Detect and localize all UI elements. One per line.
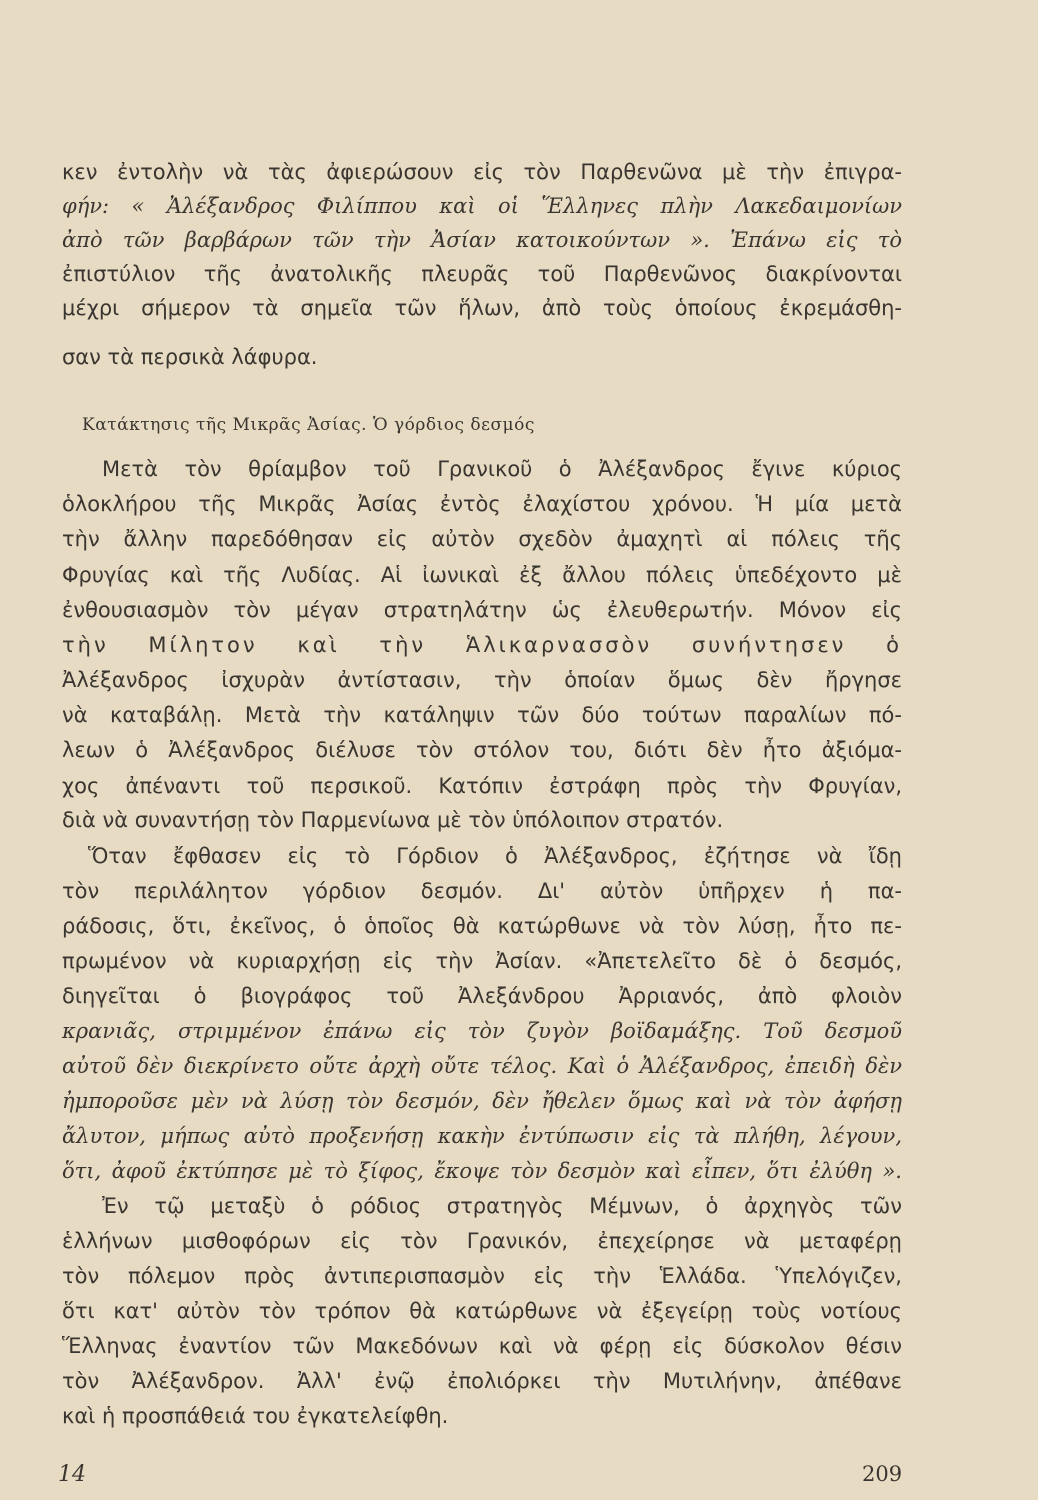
text-line: ἐπιστύλιον τῆς ἀνατολικῆς πλευρᾶς τοῦ Παρθενῶνος διακρίνονται <box>62 262 902 286</box>
text-line: Μετὰ τὸν θρίαμβον τοῦ Γρανικοῦ ὁ Ἀλέξανδρος ἔγινε κύριος <box>102 457 902 481</box>
text-line: ὅτι, ἀφοῦ ἐκτύπησε μὲ τὸ ξίφος, ἔκοψε τὸν δεσμὸν καὶ εἶπεν, ὅτι ἐλύθη ». <box>62 1159 902 1183</box>
text-line: μέχρι σήμερον τὰ σημεῖα τῶν ἥλων, ἀπὸ τοὺς ὁποίους ἐκρεμάσθη- <box>62 296 902 320</box>
text-line: διηγεῖται ὁ βιογράφος τοῦ Ἀλεξάνδρου Ἀρριανός, ἀπὸ φλοιὸν <box>62 984 902 1008</box>
text-line: σαν τὰ περσικὰ λάφυρα. <box>62 345 318 369</box>
text-line: ἑλλήνων μισθοφόρων εἰς τὸν Γρανικόν, ἐπεχείρησε νὰ μεταφέρῃ <box>62 1229 902 1253</box>
section-heading: Κατάκτησις τῆς Μικρᾶς Ἀσίας. Ὁ γόρδιος δεσμός <box>82 415 535 435</box>
text-line: τὸν περιλάλητον γόρδιον δεσμόν. Δι' αὐτὸν ὑπῆρχεν ἡ πα- <box>62 879 902 903</box>
text-line: Ἐν τῷ μεταξὺ ὁ ρόδιος στρατηγὸς Μέμνων, ὁ ἀρχηγὸς τῶν <box>102 1194 902 1218</box>
text-line: ἠμποροῦσε μὲν νὰ λύσῃ τὸν δεσμόν, δὲν ἤθελεν ὅμως καὶ νὰ τὸν ἀφήσῃ <box>62 1089 902 1113</box>
text-line: κρανιᾶς, στριμμένον ἐπάνω εἰς τὸν ζυγὸν βοϊδαμάξης. Τοῦ δεσμοῦ <box>62 1019 902 1043</box>
text-line: χος ἀπέναντι τοῦ περσικοῦ. Κατόπιν ἐστράφη πρὸς τὴν Φρυγίαν, <box>62 774 902 798</box>
text-line: Ἀλέξανδρος ἰσχυρὰν ἀντίστασιν, τὴν ὁποίαν ὅμως δὲν ἤργησε <box>62 668 902 692</box>
signature-number: 14 <box>58 1462 86 1487</box>
text-line: κεν ἐντολὴν νὰ τὰς ἀφιερώσουν εἰς τὸν Παρθενῶνα μὲ τὴν ἐπιγρα- <box>62 160 902 184</box>
text-line: τὴν ἄλλην παρεδόθησαν εἰς αὐτὸν σχεδὸν ἀμαχητὶ αἱ πόλεις τῆς <box>62 527 902 551</box>
text-line: Ὅταν ἔφθασεν εἰς τὸ Γόρδιον ὁ Ἀλέξανδρος, ἐζήτησε νὰ ἴδῃ <box>88 844 902 868</box>
text-line: φήν: « Ἀλέξανδρος Φιλίππου καὶ οἱ Ἕλληνες πλὴν Λακεδαιμονίων <box>62 194 902 218</box>
text-line: αὐτοῦ δὲν διεκρίνετο οὔτε ἀρχὴ οὔτε τέλος. Καὶ ὁ Ἀλέξανδρος, ἐπειδὴ δὲν <box>62 1054 902 1078</box>
text-line: διὰ νὰ συναντήσῃ τὸν Παρμενίωνα μὲ τὸν ὑπόλοιπον στρατόν. <box>62 808 724 832</box>
text-line: ράδοσις, ὅτι, ἐκεῖνος, ὁ ὁποῖος θὰ κατώρθωνε νὰ τὸν λύσῃ, ἦτο πε- <box>62 914 902 938</box>
text-line: ὅτι κατ' αὐτὸν τὸν τρόπον θὰ κατώρθωνε νὰ ἐξεγείρῃ τοὺς νοτίους <box>62 1299 902 1323</box>
text-line: τὸν Ἀλέξανδρον. Ἀλλ' ἐνῷ ἐπολιόρκει τὴν Μυτιλήνην, ἀπέθανε <box>62 1369 902 1393</box>
text-line: καὶ ἡ προσπάθειά του ἐγκατελείφθη. <box>62 1404 449 1428</box>
text-line: ἄλυτον, μήπως αὐτὸ προξενήσῃ κακὴν ἐντύπωσιν εἰς τὰ πλήθη, λέγουν, <box>62 1124 902 1148</box>
text-line: πρωμένον νὰ κυριαρχήσῃ εἰς τὴν Ἀσίαν. «Ἀπετελεῖτο δὲ ὁ δεσμός, <box>62 949 902 973</box>
text-line: τὸν πόλεμον πρὸς ἀντιπερισπασμὸν εἰς τὴν Ἑλλάδα. Ὑπελόγιζεν, <box>62 1264 902 1288</box>
text-line: ἀπὸ τῶν βαρβάρων τῶν τὴν Ἀσίαν κατοικούντων ». Ἐπάνω εἰς τὸ <box>62 228 902 252</box>
text-line: τὴν Μίλητον καὶ τὴν Ἁλικαρνασσὸν συνήντησεν ὁ <box>62 633 902 657</box>
text-line: Φρυγίας καὶ τῆς Λυδίας. Αἱ ἰωνικαὶ ἐξ ἄλλου πόλεις ὑπεδέχοντο μὲ <box>62 563 902 587</box>
text-line: λεων ὁ Ἀλέξανδρος διέλυσε τὸν στόλον του, διότι δὲν ἦτο ἀξιόμα- <box>62 738 902 762</box>
text-line: νὰ καταβάλῃ. Μετὰ τὴν κατάληψιν τῶν δύο τούτων παραλίων πό- <box>62 703 902 727</box>
page-number: 209 <box>862 1462 903 1486</box>
text-line: ἐνθουσιασμὸν τὸν μέγαν στρατηλάτην ὡς ἐλευθερωτήν. Μόνον εἰς <box>62 598 902 622</box>
text-line: ὁλοκλήρου τῆς Μικρᾶς Ἀσίας ἐντὸς ἐλαχίστου χρόνου. Ἡ μία μετὰ <box>62 492 902 516</box>
text-line: Ἕλληνας ἐναντίον τῶν Μακεδόνων καὶ νὰ φέρῃ εἰς δύσκολον θέσιν <box>62 1334 902 1358</box>
